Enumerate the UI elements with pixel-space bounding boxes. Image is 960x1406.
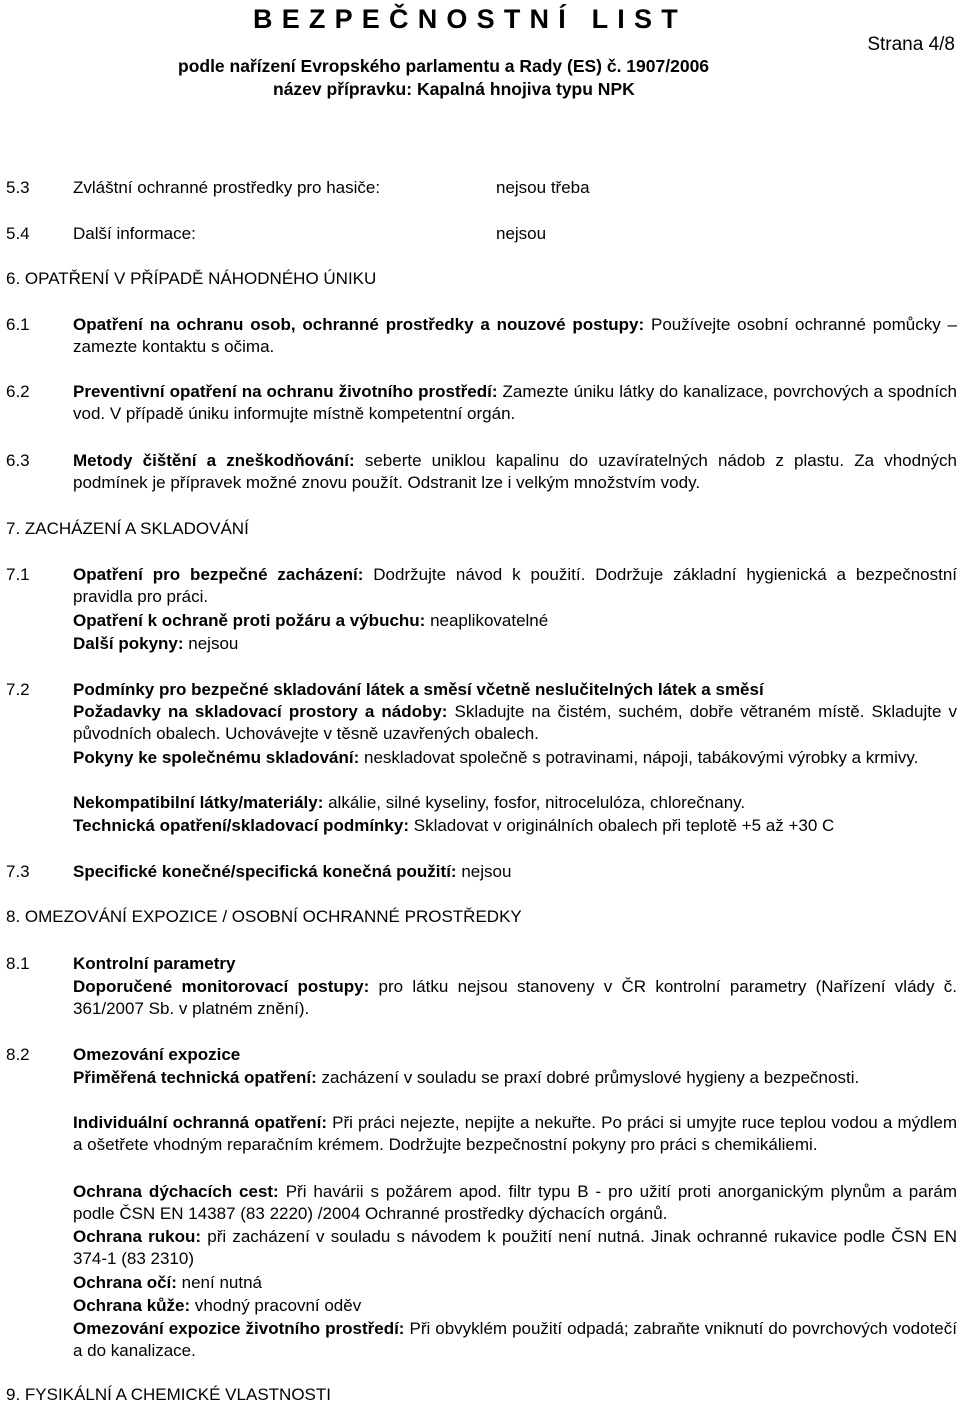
item-8-1-title	[73, 953, 957, 975]
item-7-2-joint-storage	[73, 747, 957, 769]
item-6-2-text	[73, 381, 957, 425]
item-7-2-joint-title: Pokyny ke společnému skladování:	[73, 748, 360, 767]
section-9-heading: 9. FYSIKÁLNÍ A CHEMICKÉ VLASTNOSTI	[6, 1385, 331, 1404]
item-7-2-requirements	[73, 701, 957, 745]
item-8-2-skin-body: vhodný pracovní oděv	[190, 1296, 362, 1315]
section-7-heading: 7. ZACHÁZENÍ A SKLADOVÁNÍ	[6, 519, 249, 538]
item-8-2-tech-body: zacházení v souladu se praxí dobré průmyslové hygieny a bezpečnosti.	[316, 1068, 860, 1087]
item-7-3-number: 7.3	[6, 862, 30, 881]
item-8-2-title	[73, 1044, 957, 1066]
item-7-3-text	[73, 861, 957, 883]
item-6-3-title: Metody čištění a zneškodňování:	[73, 451, 355, 470]
item-8-1-rec-body: pro látku nejsou stanoveny v ČR kontrolní parametry (Nařízení vlády č. 361/2007 Sb. v platném znění).	[73, 977, 957, 1018]
item-7-2-technical	[73, 815, 957, 837]
item-8-2-hand-title: Ochrana rukou:	[73, 1227, 202, 1246]
item-7-2-tech-body: Skladovat v originálních obalech při teplotě +5 až +30 C	[409, 816, 835, 835]
item-6-3-body: seberte uniklou kapalinu do uzavíratelných nádob z plastu. Za vhodných podmínek je přípravek možné znovu použít. Odstranit lze i velkým množstvím vody.	[73, 451, 957, 492]
item-7-1-other-title: Další pokyny:	[73, 634, 184, 653]
regulation-reference: podle nařízení Evropského parlamentu a Rady (ES) č. 1907/2006	[178, 56, 710, 76]
item-8-2-skin-title: Ochrana kůže:	[73, 1296, 191, 1315]
item-7-2-incomp-body: alkálie, silné kyseliny, fosfor, nitrocelulóza, chlorečnany.	[323, 793, 746, 812]
item-7-2-joint-body: neskladovat společně s potravinami, nápoji, tabákovými výrobky a krmivy.	[359, 748, 919, 767]
item-5-4-label: Další informace:	[73, 224, 196, 243]
item-7-2-req-body: Skladujte na čistém, suchém, dobře větraném místě. Skladujte v původních obalech. Uchovávejte v těsně uzavřených obalech.	[73, 702, 957, 743]
item-8-2-skin	[73, 1295, 957, 1317]
section-8-heading: 8. OMEZOVÁNÍ EXPOZICE / OSOBNÍ OCHRANNÉ PROSTŘEDKY	[6, 907, 522, 926]
item-8-2-ind-body: Při práci nejezte, nepijte a nekuřte. Po práci si umyjte ruce teplou vodou a mýdlem a ošetřete vhodným reparačním krémem. Dodržujte bezpečnostní pokyny pro práci s chemikáliemi.	[73, 1113, 957, 1154]
item-7-2-title	[73, 679, 957, 701]
section-6-heading: 6. OPATŘENÍ V PŘÍPADĚ NÁHODNÉHO ÚNIKU	[6, 269, 377, 288]
item-8-2-respiratory	[73, 1181, 957, 1225]
item-6-1-number: 6.1	[6, 315, 30, 334]
item-7-2-incompatible	[73, 792, 957, 814]
page-number: Strana 4/8	[867, 34, 955, 55]
item-6-3-text	[73, 450, 957, 494]
item-8-2-ind-title: Individuální ochranná opatření:	[73, 1113, 327, 1132]
item-6-1-body: Používejte osobní ochranné pomůcky – zamezte kontaktu s očima.	[73, 315, 958, 356]
item-6-3-number: 6.3	[6, 451, 30, 470]
item-7-1-body: Dodržujte návod k použití. Dodržuje základní hygienická a bezpečnostní pravidla pro práci.	[73, 565, 957, 606]
item-8-2-hands	[73, 1226, 957, 1270]
item-7-1-fire	[73, 610, 957, 632]
item-7-1-fire-title: Opatření k ochraně proti požáru a výbuchu:	[73, 611, 426, 630]
item-5-3-label: Zvláštní ochranné prostředky pro hasiče:	[73, 178, 381, 197]
item-8-2-environment	[73, 1318, 957, 1362]
document-title: BEZPEČNOSTNÍ LIST	[253, 4, 687, 34]
item-7-2-number: 7.2	[6, 680, 30, 699]
item-8-2-tech-title: Přiměřená technická opatření:	[73, 1068, 317, 1087]
item-7-2-title-text: Podmínky pro bezpečné skladování látek a směsí včetně neslučitelných látek a směsí	[73, 680, 764, 699]
item-7-1-other	[73, 633, 957, 655]
item-8-1-title-text: Kontrolní parametry	[73, 954, 236, 973]
item-7-2-req-title: Požadavky na skladovací prostory a nádoby:	[73, 702, 448, 721]
item-5-4-number: 5.4	[6, 224, 30, 243]
item-7-1-number: 7.1	[6, 565, 30, 584]
item-8-1-monitoring	[73, 976, 957, 1020]
item-8-2-eye-body: není nutná	[176, 1273, 262, 1292]
item-5-3-value: nejsou třeba	[496, 178, 590, 197]
item-8-2-eyes	[73, 1272, 957, 1294]
product-name: název přípravku: Kapalná hnojiva typu NPK	[273, 79, 635, 99]
item-5-3-number: 5.3	[6, 178, 30, 197]
item-8-2-hand-body: při zacházení v souladu s návodem k použití není nutná. Jinak ochranné rukavice podle ČSN EN 374-1 (83 2310)	[73, 1227, 957, 1268]
item-8-2-env-title: Omezování expozice životního prostředí:	[73, 1319, 405, 1338]
item-8-1-rec-title: Doporučené monitorovací postupy:	[73, 977, 370, 996]
item-5-4-value: nejsou	[496, 224, 547, 243]
item-7-3-body: nejsou	[456, 862, 512, 881]
item-7-1-text	[73, 564, 957, 608]
item-8-2-resp-title: Ochrana dýchacích cest:	[73, 1182, 279, 1201]
item-6-2-title: Preventivní opatření na ochranu životního prostředí:	[73, 382, 498, 401]
item-8-2-title-text: Omezování expozice	[73, 1045, 241, 1064]
item-8-2-eye-title: Ochrana očí:	[73, 1273, 177, 1292]
item-7-1-other-body: nejsou	[183, 634, 239, 653]
item-8-2-individual	[73, 1112, 957, 1156]
item-7-2-incomp-title: Nekompatibilní látky/materiály:	[73, 793, 324, 812]
item-8-2-technical	[73, 1067, 957, 1089]
item-8-2-number: 8.2	[6, 1045, 30, 1064]
item-7-1-title: Opatření pro bezpečné zacházení:	[73, 565, 364, 584]
item-8-1-number: 8.1	[6, 954, 30, 973]
item-6-1-title: Opatření na ochranu osob, ochranné prostředky a nouzové postupy:	[73, 315, 645, 334]
item-7-2-tech-title: Technická opatření/skladovací podmínky:	[73, 816, 410, 835]
item-6-2-body: Zamezte úniku látky do kanalizace, povrchových a spodních vod. V případě úniku informujte místně kompetentní orgán.	[73, 382, 957, 423]
item-7-1-fire-body: neaplikovatelné	[425, 611, 549, 630]
item-8-2-resp-body: Při havárii s požárem apod. filtr typu B - pro užití proti anorganickým plynům a parám podle ČSN EN 14387 (83 2220) /2004 Ochranné prostředky dýchacích orgánů.	[73, 1182, 957, 1223]
item-8-2-env-body: Při obvyklém použití odpadá; zabraňte vniknutí do povrchových vodotečí a do kanalizace.	[73, 1319, 957, 1360]
item-7-3-title: Specifické konečné/specifická konečná použití:	[73, 862, 457, 881]
item-6-2-number: 6.2	[6, 382, 30, 401]
item-6-1-text	[73, 314, 957, 358]
